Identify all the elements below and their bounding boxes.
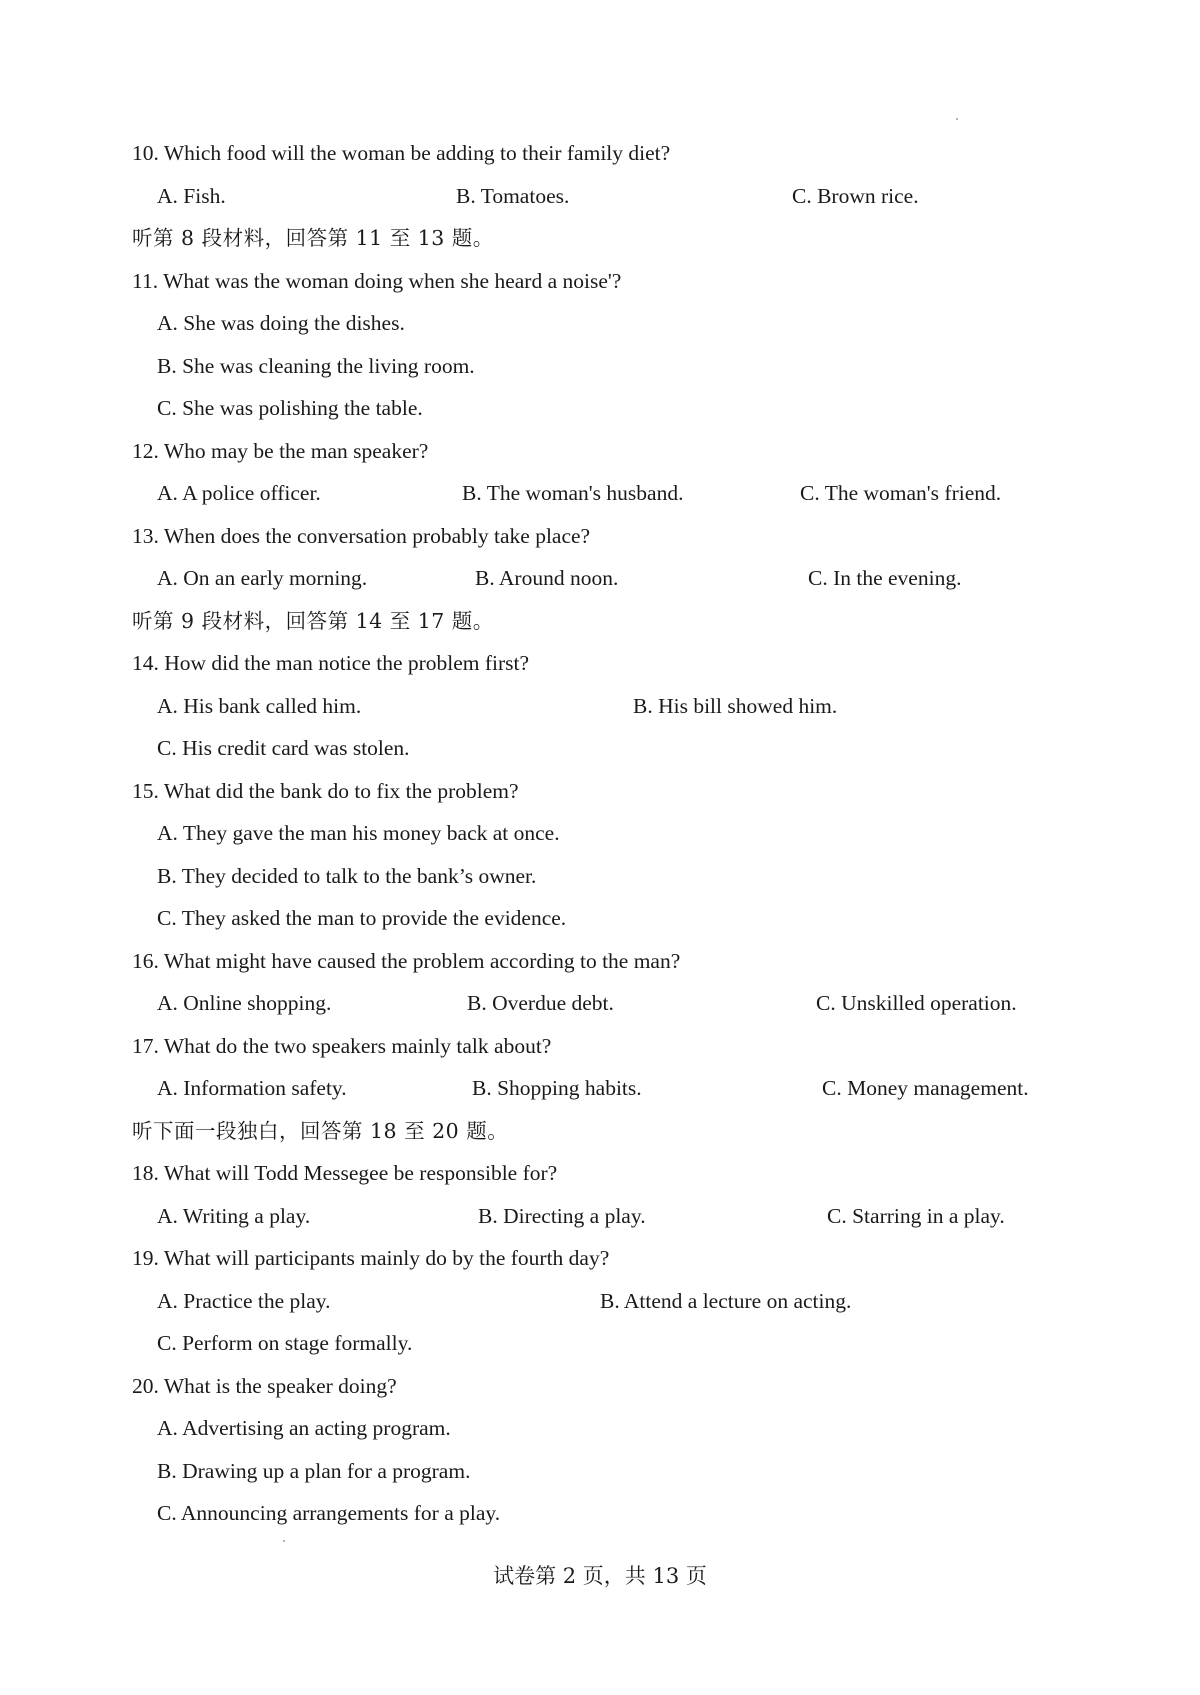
question-text: 18. What will Todd Messegee be responsible for? (132, 1161, 558, 1185)
option-line (0, 903, 1200, 933)
question-line (0, 1371, 1200, 1401)
answer-option: B. Tomatoes. (456, 183, 570, 208)
answer-option: C. Unskilled operation. (816, 991, 1017, 1015)
option-line (0, 1328, 1200, 1358)
answer-option: C. Starring in a play. (827, 1203, 1005, 1228)
question-line (0, 436, 1200, 466)
question-text: 17. What do the two speakers mainly talk about? (132, 1033, 552, 1058)
answer-option: C. She was polishing the table. (157, 396, 423, 420)
scan-speck (283, 1540, 285, 1542)
question-line (0, 1158, 1200, 1188)
answer-option: C. Brown rice. (792, 183, 919, 208)
answer-option: C. The woman's friend. (800, 481, 1002, 505)
question-line (0, 521, 1200, 551)
option-line (0, 1413, 1200, 1443)
question-line (0, 266, 1200, 296)
answer-option: C. In the evening. (808, 566, 962, 590)
option-row (0, 478, 1200, 508)
instruction-text: 听下面一段独白，回答第 18 至 20 题。 (132, 1118, 509, 1143)
answer-option: A. She was doing the dishes. (157, 311, 405, 335)
question-line (0, 776, 1200, 806)
answer-option: A. A police officer. (157, 481, 321, 505)
question-text: 11. What was the woman doing when she heard a noise'? (132, 268, 622, 293)
question-text: 16. What might have caused the problem according to the man? (132, 948, 681, 973)
page-footer: 试卷第 2 页，共 13 页 (493, 1564, 707, 1588)
question-line (0, 138, 1200, 168)
answer-option: B. They decided to talk to the bank’s owner. (157, 863, 537, 888)
question-line (0, 946, 1200, 976)
option-line (0, 351, 1200, 381)
option-row (0, 1073, 1200, 1103)
answer-option: A. Writing a play. (157, 1203, 311, 1228)
answer-option: A. On an early morning. (157, 566, 368, 590)
instruction-text: 听第 9 段材料，回答第 14 至 17 题。 (132, 608, 494, 633)
answer-option: B. Overdue debt. (467, 991, 614, 1015)
option-line (0, 733, 1200, 763)
answer-option: A. Online shopping. (157, 991, 332, 1015)
option-row (0, 1201, 1200, 1231)
answer-option: A. They gave the man his money back at once. (157, 821, 560, 845)
question-text: 20. What is the speaker doing? (132, 1373, 397, 1398)
question-line (0, 1031, 1200, 1061)
option-row (0, 691, 1200, 721)
section-instruction (0, 223, 1200, 253)
question-text: 15. What did the bank do to fix the problem? (132, 778, 519, 803)
question-text: 10. Which food will the woman be adding to their family diet? (132, 141, 671, 165)
answer-option: B. The woman's husband. (462, 481, 684, 505)
answer-option: A. His bank called him. (157, 693, 362, 718)
question-text: 19. What will participants mainly do by the fourth day? (132, 1246, 610, 1270)
answer-option: A. Information safety. (157, 1076, 347, 1100)
answer-option: B. Directing a play. (478, 1203, 646, 1228)
answer-option: B. Shopping habits. (472, 1076, 642, 1100)
answer-option: B. She was cleaning the living room. (157, 353, 475, 378)
option-line (0, 1456, 1200, 1486)
question-line (0, 648, 1200, 678)
option-line (0, 1498, 1200, 1528)
option-row (0, 563, 1200, 593)
answer-option: C. His credit card was stolen. (157, 736, 410, 760)
option-line (0, 861, 1200, 891)
option-line (0, 393, 1200, 423)
answer-option: B. His bill showed him. (633, 693, 838, 718)
answer-option: C. They asked the man to provide the evidence. (157, 906, 567, 930)
option-row (0, 1286, 1200, 1316)
answer-option: A. Fish. (157, 183, 226, 208)
answer-option: C. Money management. (822, 1076, 1029, 1100)
answer-option: B. Around noon. (475, 566, 619, 590)
section-instruction (0, 606, 1200, 636)
answer-option: A. Practice the play. (157, 1288, 331, 1313)
instruction-text: 听第 8 段材料，回答第 11 至 13 题。 (132, 226, 494, 250)
answer-option: B. Drawing up a plan for a program. (157, 1458, 471, 1483)
answer-option: C. Announcing arrangements for a play. (157, 1501, 501, 1525)
option-row (0, 988, 1200, 1018)
option-row (0, 181, 1200, 211)
option-line (0, 308, 1200, 338)
answer-option: C. Perform on stage formally. (157, 1331, 413, 1355)
question-text: 13. When does the conversation probably take place? (132, 523, 591, 548)
question-line (0, 1243, 1200, 1273)
section-instruction (0, 1116, 1200, 1146)
question-text: 14. How did the man notice the problem first? (132, 651, 530, 675)
question-text: 12. Who may be the man speaker? (132, 438, 429, 463)
answer-option: A. Advertising an acting program. (157, 1416, 451, 1440)
option-line (0, 818, 1200, 848)
scan-speck (956, 118, 958, 120)
answer-option: B. Attend a lecture on acting. (600, 1288, 852, 1313)
